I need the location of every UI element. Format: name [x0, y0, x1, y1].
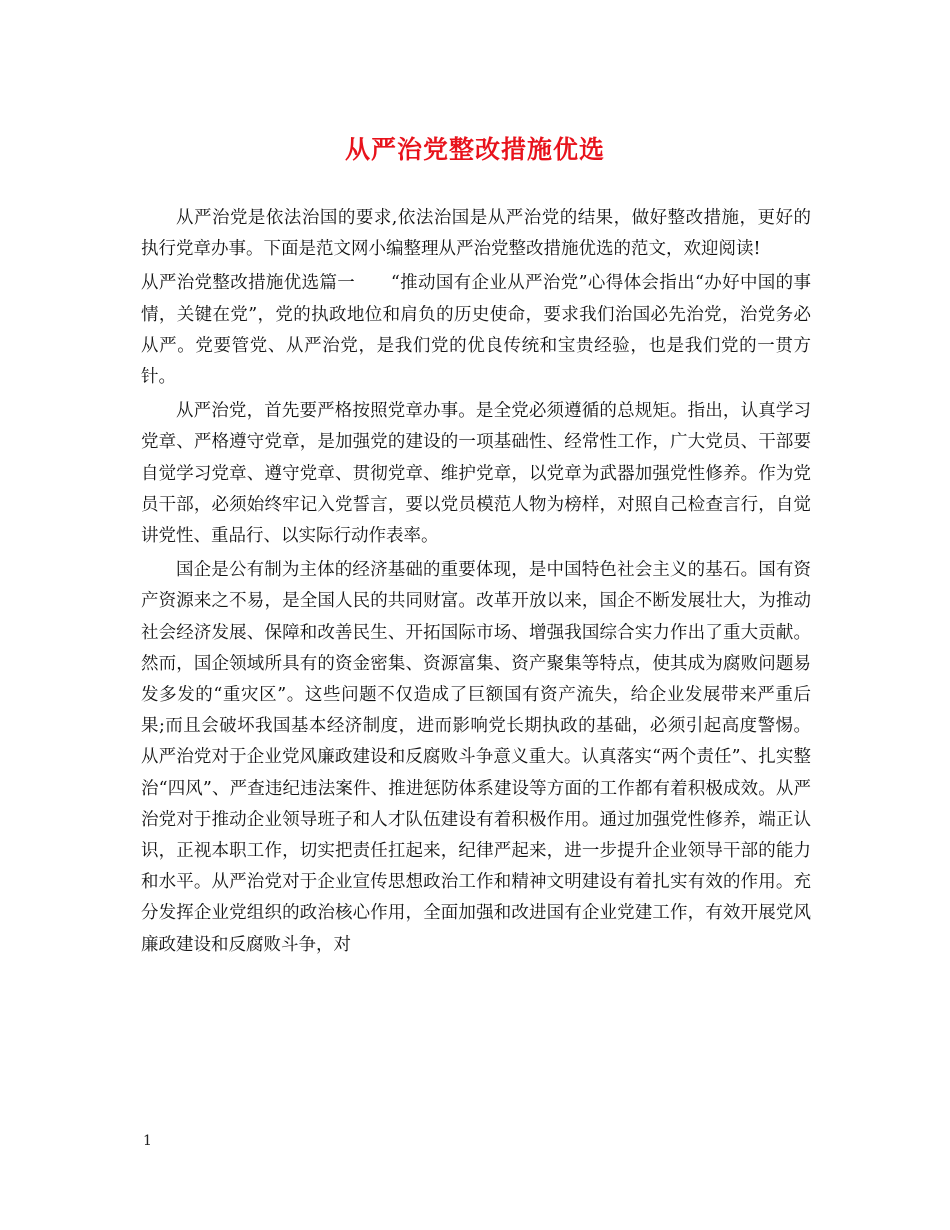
paragraph-state-enterprises: 国企是公有制为主体的经济基础的重要体现，是中国特色社会主义的基石。国有资产资源来之不易，是全国人民的共同财富。改革开放以来，国企不断发展壮大，为推动社会经济发展、保障和改善民生、开拓国际市场、增强我国综合实力作出了重大贡献。然而，国企领域所具有的资金密集、资源富集、资产聚集等特点，使其成为腐败问题易发多发的“重灾区”。这些问题不仅造成了巨额国有资产流失，给企业发展带来严重后果;而且会破坏我国基本经济制度，进而影响党长期执政的基础，必须引起高度警惕。从严治党对于企业党风廉政建设和反腐败斗争意义重大。认真落实“两个责任”、扎实整治“四风”、严查违纪违法案件、推进惩防体系建设等方面的工作都有着积极成效。从严治党对于推动企业领导班子和人才队伍建设有着积极作用。通过加强党性修养，端正认识，正视本职工作，切实把责任扛起来，纪律严起来，进一步提升企业领导干部的能力和水平。从严治党对于企业宣传思想政治工作和精神文明建设有着扎实有效的作用。充分发挥企业党组织的政治核心作用，全面加强和改进国有企业党建工作，有效开展党风廉政建设和反腐败斗争，对: [141, 560, 811, 955]
document-title: 从严治党整改措施优选: [344, 135, 605, 164]
document-body: [141, 203, 811, 964]
paragraph-intro: 从严治党是依法治国的要求,依法治国是从严治党的结果，做好整改措施，更好的执行党章办事。下面是范文网小编整理从严治党整改措施优选的范文，欢迎阅读!: [141, 208, 811, 260]
page-number: 1: [143, 1133, 152, 1149]
paragraph-party-constitution: 从严治党，首先要严格按照党章办事。是全党必须遵循的总规矩。指出，认真学习党章、严格遵守党章，是加强党的建设的一项基础性、经常性工作，广大党员、干部要自觉学习党章、遵守党章、贯彻党章、维护党章，以党章为武器加强党性修养。作为党员干部，必须始终牢记入党誓言，要以党员模范人物为榜样，对照自己检查言行，自觉讲党性、重品行、以实际行动作表率。: [141, 401, 811, 547]
paragraph-section-one: 从严治党整改措施优选篇一 “推动国有企业从严治党”心得体会指出“办好中国的事情，关键在党”，党的执政地位和肩负的历史使命，要求我们治国必先治党，治党务必从严。党要管党、从严治党，是我们党的优良传统和宝贵经验，也是我们党的一贯方针。: [141, 273, 811, 388]
